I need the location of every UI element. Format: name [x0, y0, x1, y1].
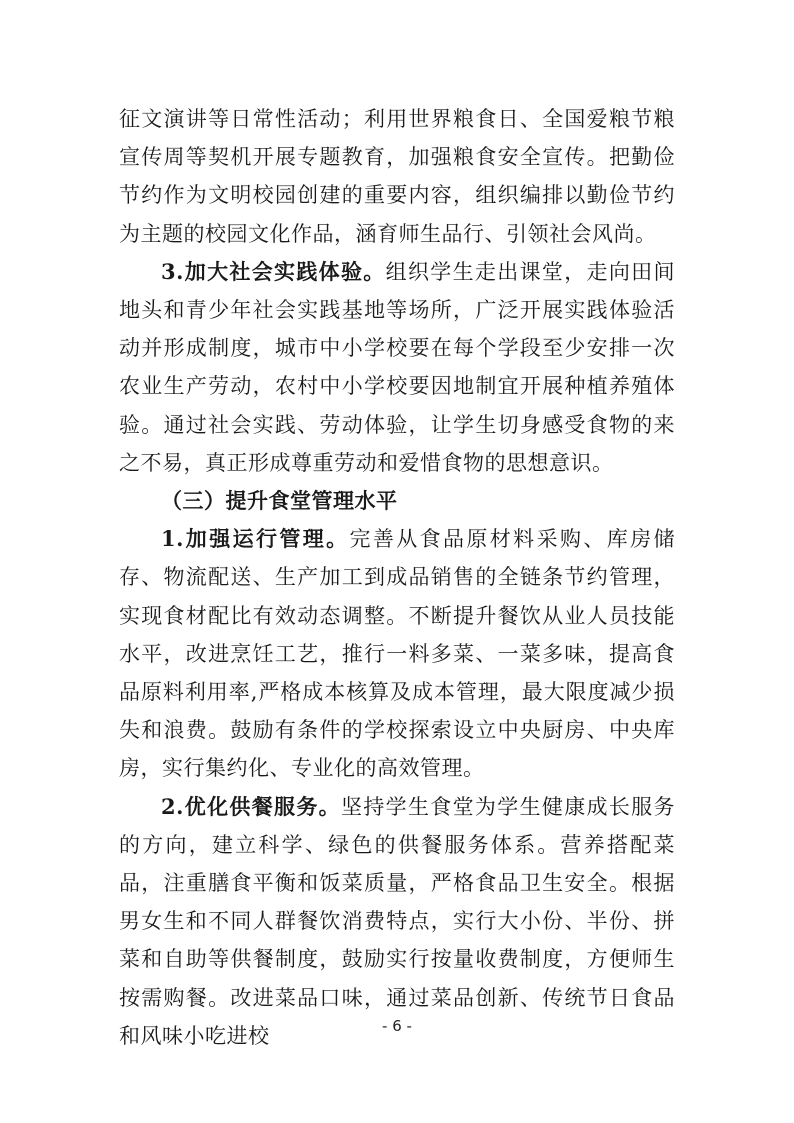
paragraph-lead-heading: 3.加大社会实践体验。	[161, 258, 386, 284]
paragraph-social-practice	[119, 253, 675, 482]
paragraph-lead-heading: 1.加强运行管理。	[161, 526, 350, 552]
page-number: - 6 -	[382, 1017, 412, 1035]
paragraph-text: 征文演讲等日常性活动；利用世界粮食日、全国爱粮节粮宣传周等契机开展专题教育，加强粮食安全宣传。把勤俭节约作为文明校园创建的重要内容，组织编排以勤俭节约为主题的校园文化作品，涵育师生品行、引领社会风尚。	[119, 107, 675, 246]
paragraph-continuation	[119, 100, 675, 253]
page-body	[119, 100, 675, 1055]
paragraph-lead-heading: 2.优化供餐服务。	[161, 793, 341, 819]
paragraph-text: 完善从食品原材料采购、库房储存、物流配送、生产加工到成品销售的全链条节约管理，实现食材配比有效动态调整。不断提升餐饮从业人员技能水平，改进烹饪工艺，推行一料多菜、一菜多味，提高食品原料利用率,严格成本核算及成本管理，最大限度减少损失和浪费。鼓励有条件的学校探索设立中央厨房、中央库房，实行集约化、专业化的高效管理。	[119, 527, 675, 781]
paragraph-text: 坚持学生食堂为学生健康成长服务的方向，建立科学、绿色的供餐服务体系。营养搭配菜品，注重膳食平衡和饭菜质量，严格食品卫生安全。根据男女生和不同人群餐饮消费特点，实行大小份、半份、拼菜和自助等供餐制度，鼓励实行按量收费制度，方便师生按需购餐。改进菜品口味，通过菜品创新、传统节日食品和风味小吃进校	[119, 794, 675, 1048]
paragraph-catering-service	[119, 788, 675, 1055]
section-heading: （三）提升食堂管理水平	[161, 488, 398, 514]
paragraph-operation-management	[119, 520, 675, 787]
paragraph-text: 组织学生走出课堂，走向田间地头和青少年社会实践基地等场所，广泛开展实践体验活动并形成制度，城市中小学校要在每个学段至少安排一次农业生产劳动，农村中小学校要因地制宜开展种植养殖体验。通过社会实践、劳动体验，让学生切身感受食物的来之不易，真正形成尊重劳动和爱惜食物的思想意识。	[119, 259, 675, 475]
